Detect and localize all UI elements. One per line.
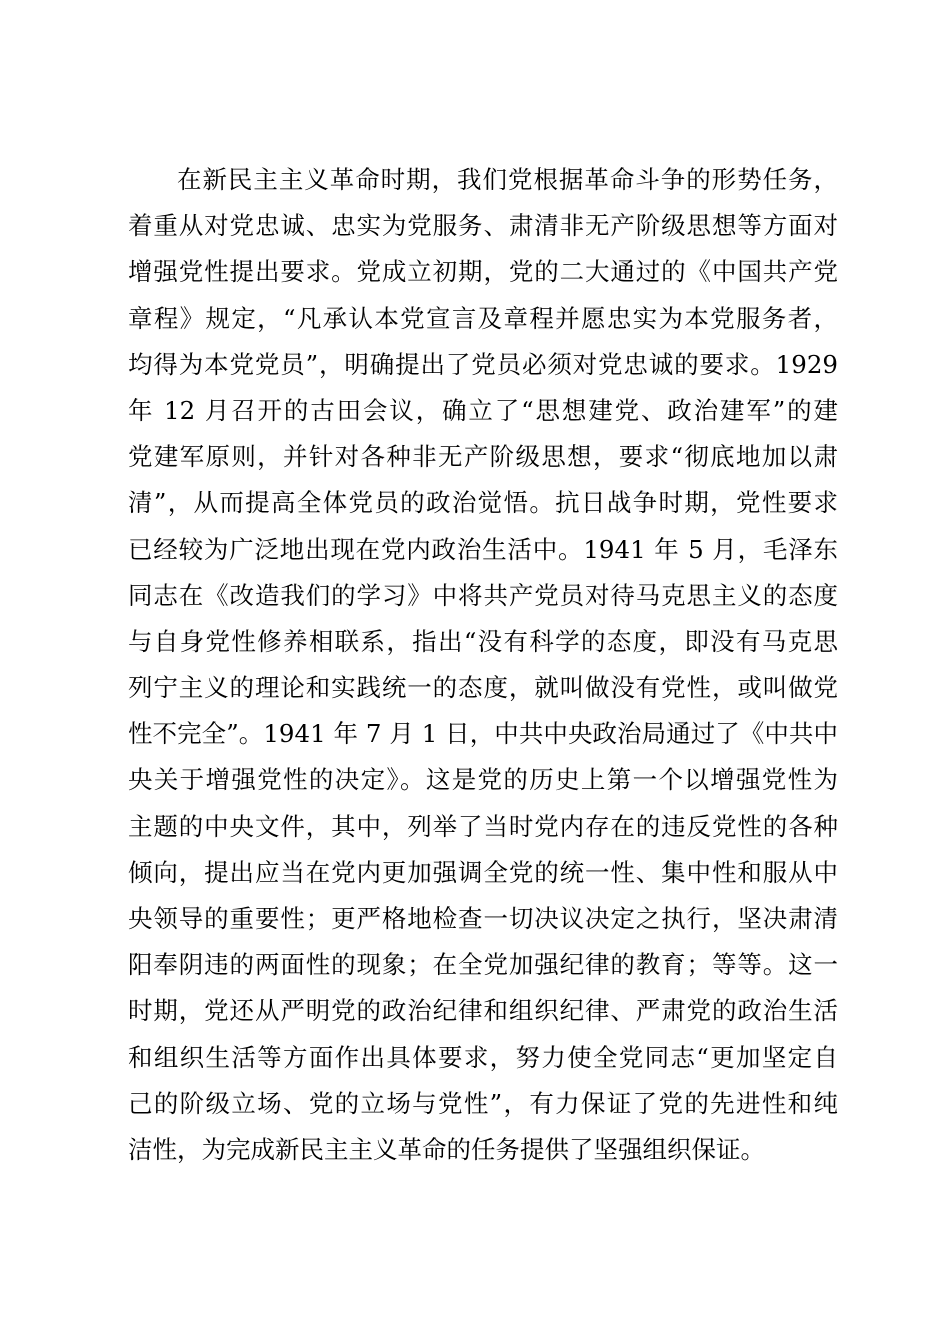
paragraph-line: 章程》规定，“凡承认本党宣言及章程并愿忠实为本党服务者， (128, 303, 838, 333)
paragraph-line: 均得为本党党员”，明确提出了党员必须对党忠诚的要求。1929 (128, 349, 838, 379)
paragraph-line: 倾向，提出应当在党内更加强调全党的统一性、集中性和服从中 (128, 857, 838, 887)
paragraph-line: 主题的中央文件，其中，列举了当时党内存在的违反党性的各种 (128, 811, 838, 841)
paragraph-line: 央领导的重要性；更严格地检查一切决议决定之执行，坚决肃清 (128, 904, 838, 933)
paragraph-line: 党建军原则，并针对各种非无产阶级思想，要求“彻底地加以肃 (128, 442, 838, 472)
paragraph-line: 列宁主义的理论和实践统一的态度，就叫做没有党性，或叫做党 (128, 673, 838, 703)
paragraph-line: 央关于增强党性的决定》。这是党的历史上第一个以增强党性为 (128, 765, 838, 795)
paragraph-line: 清”，从而提高全体党员的政治觉悟。抗日战争时期，党性要求 (128, 488, 838, 518)
paragraph-line: 在新民主主义革命时期，我们党根据革命斗争的形势任务， (177, 165, 838, 194)
paragraph-line: 和组织生活等方面作出具体要求，努力使全党同志“更加坚定自 (128, 1042, 838, 1072)
paragraph-line: 时期，党还从严明党的政治纪律和组织纪律、严肃党的政治生活 (128, 996, 838, 1026)
paragraph-line: 年 12 月召开的古田会议，确立了“思想建党、政治建军”的建 (128, 395, 838, 425)
paragraph-line: 已经较为广泛地出现在党内政治生活中。1941 年 5 月，毛泽东 (128, 534, 838, 564)
paragraph-line: 己的阶级立场、党的立场与党性”，有力保证了党的先进性和纯 (128, 1088, 838, 1118)
paragraph-line: 性不完全”。1941 年 7 月 1 日，中共中央政治局通过了《中共中 (128, 719, 838, 749)
paragraph-line: 增强党性提出要求。党成立初期，党的二大通过的《中国共产党 (128, 257, 838, 287)
body-paragraph (128, 157, 838, 1173)
paragraph-line: 着重从对党忠诚、忠实为党服务、肃清非无产阶级思想等方面对 (128, 211, 838, 241)
paragraph-line: 同志在《改造我们的学习》中将共产党员对待马克思主义的态度 (128, 580, 838, 610)
paragraph-line: 阳奉阴违的两面性的现象；在全党加强纪律的教育；等等。这一 (128, 950, 838, 980)
paragraph-line: 与自身党性修养相联系，指出“没有科学的态度，即没有马克思 (128, 626, 838, 656)
paragraph-line: 洁性，为完成新民主主义革命的任务提供了坚强组织保证。 (128, 1134, 765, 1164)
